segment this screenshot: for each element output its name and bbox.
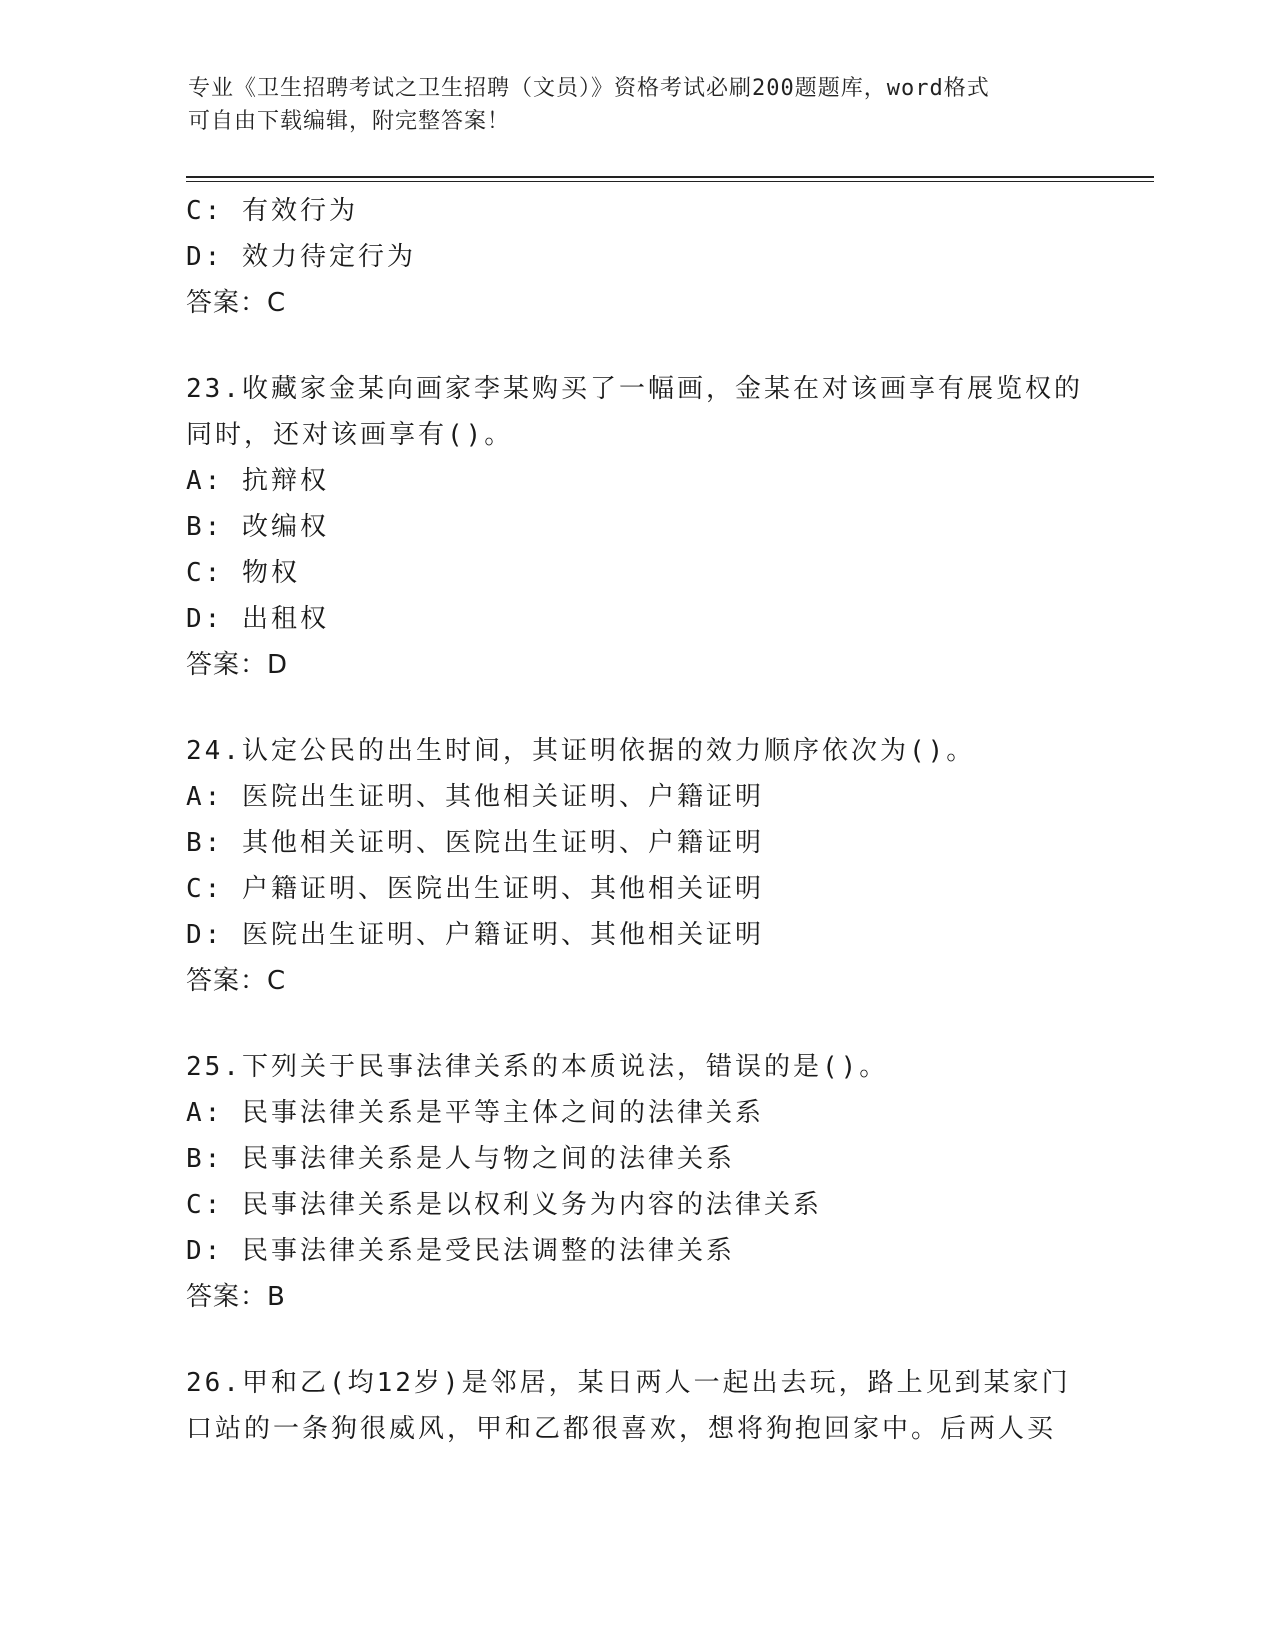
answer-label: 答案： (186, 650, 268, 680)
option-d (186, 234, 1106, 280)
question-25 (186, 1044, 1106, 1320)
option-label: B: (186, 828, 224, 858)
question-23 (186, 366, 1106, 688)
question-stem-line: 口站的一条狗很威风，甲和乙都很喜欢，想将狗抱回家中。后两人买 (186, 1414, 1057, 1444)
option-label: D: (186, 1236, 224, 1266)
option-label: A: (186, 1098, 224, 1128)
answer-line (186, 280, 1106, 326)
option-d (186, 1228, 1106, 1274)
header-rule-thin (186, 181, 1154, 182)
option-b (186, 1136, 1106, 1182)
option-label: D: (186, 920, 224, 950)
option-label: C: (186, 1190, 224, 1220)
option-text: 抗辩权 (241, 466, 329, 496)
answer-label: 答案： (186, 966, 268, 996)
option-b (186, 820, 1106, 866)
option-text: 户籍证明、医院出生证明、其他相关证明 (241, 874, 764, 904)
option-label: C: (186, 558, 224, 588)
option-text: 民事法律关系是平等主体之间的法律关系 (241, 1098, 764, 1128)
option-text: 医院出生证明、其他相关证明、户籍证明 (241, 782, 764, 812)
option-text: 物权 (241, 558, 300, 588)
question-stem-line: 25.下列关于民事法律关系的本质说法，错误的是()。 (186, 1052, 889, 1082)
answer-line (186, 642, 1106, 688)
option-c (186, 866, 1106, 912)
option-text: 效力待定行为 (241, 242, 416, 272)
option-b (186, 504, 1106, 550)
document-body (186, 188, 1106, 1452)
document-header (188, 72, 1088, 138)
option-label: C: (186, 196, 224, 226)
option-d (186, 912, 1106, 958)
option-text: 民事法律关系是受民法调整的法律关系 (241, 1236, 735, 1266)
question-26 (186, 1360, 1106, 1452)
option-c (186, 1182, 1106, 1228)
option-c (186, 188, 1106, 234)
question-stem-line: 23.收藏家金某向画家李某购买了一幅画，金某在对该画享有展览权的 (186, 374, 1083, 404)
option-text: 改编权 (241, 512, 329, 542)
option-label: A: (186, 782, 224, 812)
answer-value: C (267, 966, 286, 996)
option-text: 出租权 (241, 604, 329, 634)
option-label: D: (186, 242, 224, 272)
option-label: B: (186, 512, 224, 542)
answer-line (186, 1274, 1106, 1320)
option-text: 医院出生证明、户籍证明、其他相关证明 (241, 920, 764, 950)
question-stem-line: 26.甲和乙(均12岁)是邻居，某日两人一起出去玩，路上见到某家门 (186, 1368, 1071, 1398)
option-a (186, 1090, 1106, 1136)
option-a (186, 458, 1106, 504)
option-text: 民事法律关系是以权利义务为内容的法律关系 (241, 1190, 822, 1220)
option-label: D: (186, 604, 224, 634)
question-stem-line: 24.认定公民的出生时间，其证明依据的效力顺序依次为()。 (186, 736, 976, 766)
header-line-2: 可自由下载编辑，附完整答案！ (188, 109, 511, 134)
answer-line (186, 958, 1106, 1004)
option-text: 有效行为 (241, 196, 358, 226)
question-24 (186, 728, 1106, 1004)
option-text: 其他相关证明、医院出生证明、户籍证明 (241, 828, 764, 858)
header-line-1: 专业《卫生招聘考试之卫生招聘（文员）》资格考试必刷200题题库，word格式 (188, 76, 990, 101)
option-label: B: (186, 1144, 224, 1174)
option-a (186, 774, 1106, 820)
answer-label: 答案： (186, 1282, 268, 1312)
option-label: A: (186, 466, 224, 496)
option-label: C: (186, 874, 224, 904)
answer-label: 答案： (186, 288, 268, 318)
header-rule-thick (186, 176, 1154, 178)
answer-value: C (267, 288, 286, 318)
answer-value: B (267, 1282, 285, 1312)
question-22-tail (186, 188, 1106, 326)
option-d (186, 596, 1106, 642)
option-text: 民事法律关系是人与物之间的法律关系 (241, 1144, 735, 1174)
option-c (186, 550, 1106, 596)
question-stem-line: 同时，还对该画享有()。 (186, 420, 514, 450)
answer-value: D (267, 650, 288, 680)
